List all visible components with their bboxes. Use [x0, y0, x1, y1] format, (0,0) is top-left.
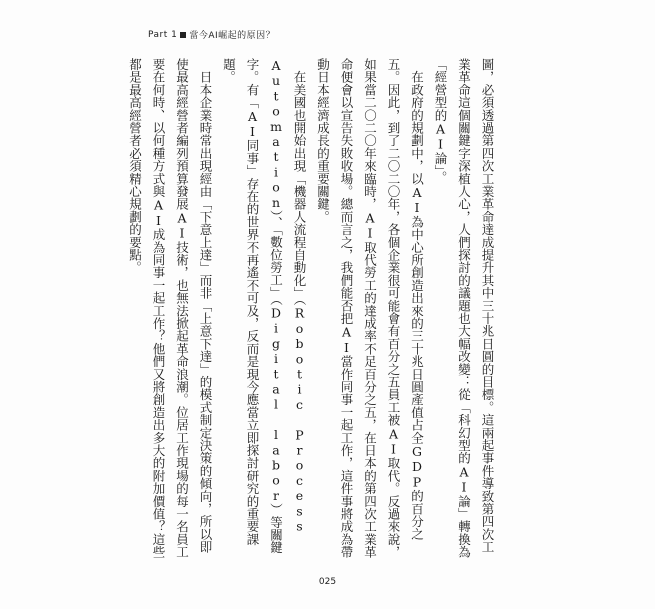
paragraph-4: 日本企業時常出現經由「下意上達」而非「上意下達」的模式制定決策的傾向，所以即使最高經營者編列預算發展AI技術，也無法掀起革命浪潮。位居工作現場的每一名員工要在何時、以何種方式與AI成為同事一起工作？他們又將創造出多大的附加價值？這些都是最高經營者必須精心規劃的要點。 [127, 58, 213, 559]
page-number: 025 [318, 577, 337, 587]
part-label: Part 1 [148, 29, 178, 40]
square-bullet-icon [180, 32, 186, 38]
vertical-body-text [123, 58, 499, 562]
paragraph-1: 圖，必須透過第四次工業革命達成提升其中三十兆日圓的目標。這兩起事件導致第四次工業革命這個關鍵字深植人心，人們探討的議題也大幅改變：從「科幻型的AI論」轉換為「經營型的AI論」。 [433, 58, 495, 559]
paragraph-3: 在美國也開始出現「機器人流程自動化」（Robotic Process Automation）、「數位勞工」（Digital labor）等關鍵字。有「AI同事」存在的世界不再遙不可及，反而是現今應當立即探討研究的重要課題。 [221, 58, 307, 554]
running-head [148, 28, 275, 41]
paragraph-2: 在政府的規劃中，以AI為中心所創造出來的三十兆日圓產值占全GDP的百分之五。因此，到了二〇二〇年，各個企業很可能會有百分之五員工被AI取代。反過來說，如果當二〇二〇年來臨時，AI取代勞工的達成率不足百分之五，在日本的第四次工業革命便會以宣告失敗收場。總而言之，我們能否把AI當作同事一起工作，這件事將成為帶動日本經濟成長的重要關鍵。 [315, 58, 425, 559]
chapter-title: 當今AI崛起的原因？ [189, 31, 276, 41]
